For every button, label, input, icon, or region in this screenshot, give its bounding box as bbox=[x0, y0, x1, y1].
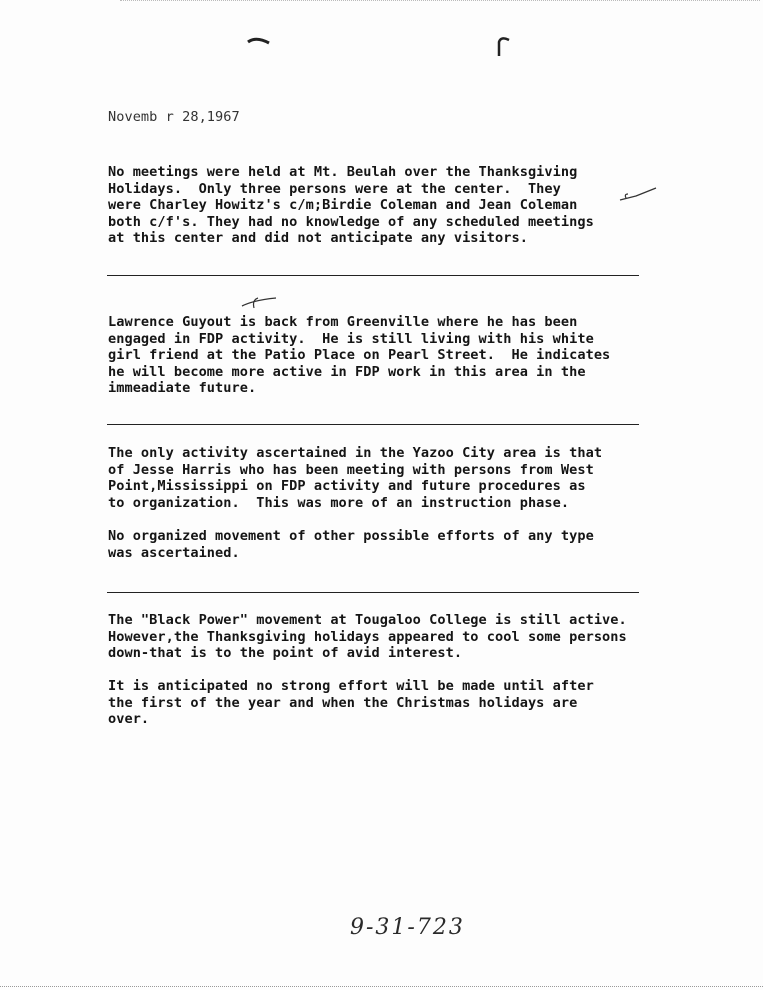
handwritten-annotation bbox=[240, 294, 280, 312]
hole-punch-mark-left bbox=[246, 34, 272, 48]
paragraph-guyout: Lawrence Guyout is back from Greenville where he has been engaged in FDP activity. He is still living with his white girl friend at the Patio Place on Pearl Street. He indicates he will become more active in FDP work in this area in the immeadiate future. bbox=[108, 314, 611, 397]
separator-rule bbox=[107, 592, 639, 593]
hole-punch-mark-right bbox=[493, 34, 517, 58]
paragraph-mt-beulah: No meetings were held at Mt. Beulah over the Thanksgiving Holidays. Only three persons were at the center. They were Charley Howitz's c/m;Birdie Coleman and Jean Coleman both c/f's. They had no knowledge of any scheduled meetings at this center and did not anticipate any visitors. bbox=[108, 164, 594, 247]
separator-rule bbox=[107, 424, 639, 425]
top-scan-edge bbox=[120, 0, 760, 3]
memo-date: Novemb r 28,1967 bbox=[108, 109, 240, 125]
handwritten-annotation bbox=[618, 186, 658, 204]
bottom-scan-edge bbox=[0, 986, 763, 989]
paragraph-anticipated: It is anticipated no strong effort will be made until after the first of the year and when the Christmas holidays are over. bbox=[108, 678, 594, 728]
paragraph-yazoo-city: The only activity ascertained in the Yazoo City area is that of Jesse Harris who has been meeting with persons from West Point,Mississippi on FDP activity and future procedures as to organization. This was more of an instruction phase. bbox=[108, 445, 603, 511]
paragraph-black-power: The "Black Power" movement at Tougaloo College is still active. However,the Thanksgiving holidays appeared to cool some persons down-that is to the point of avid interest. bbox=[108, 612, 627, 662]
file-number: 9-31-723 bbox=[350, 915, 465, 940]
separator-rule bbox=[107, 275, 639, 276]
paragraph-no-organized-movement: No organized movement of other possible efforts of any type was ascertained. bbox=[108, 528, 594, 561]
